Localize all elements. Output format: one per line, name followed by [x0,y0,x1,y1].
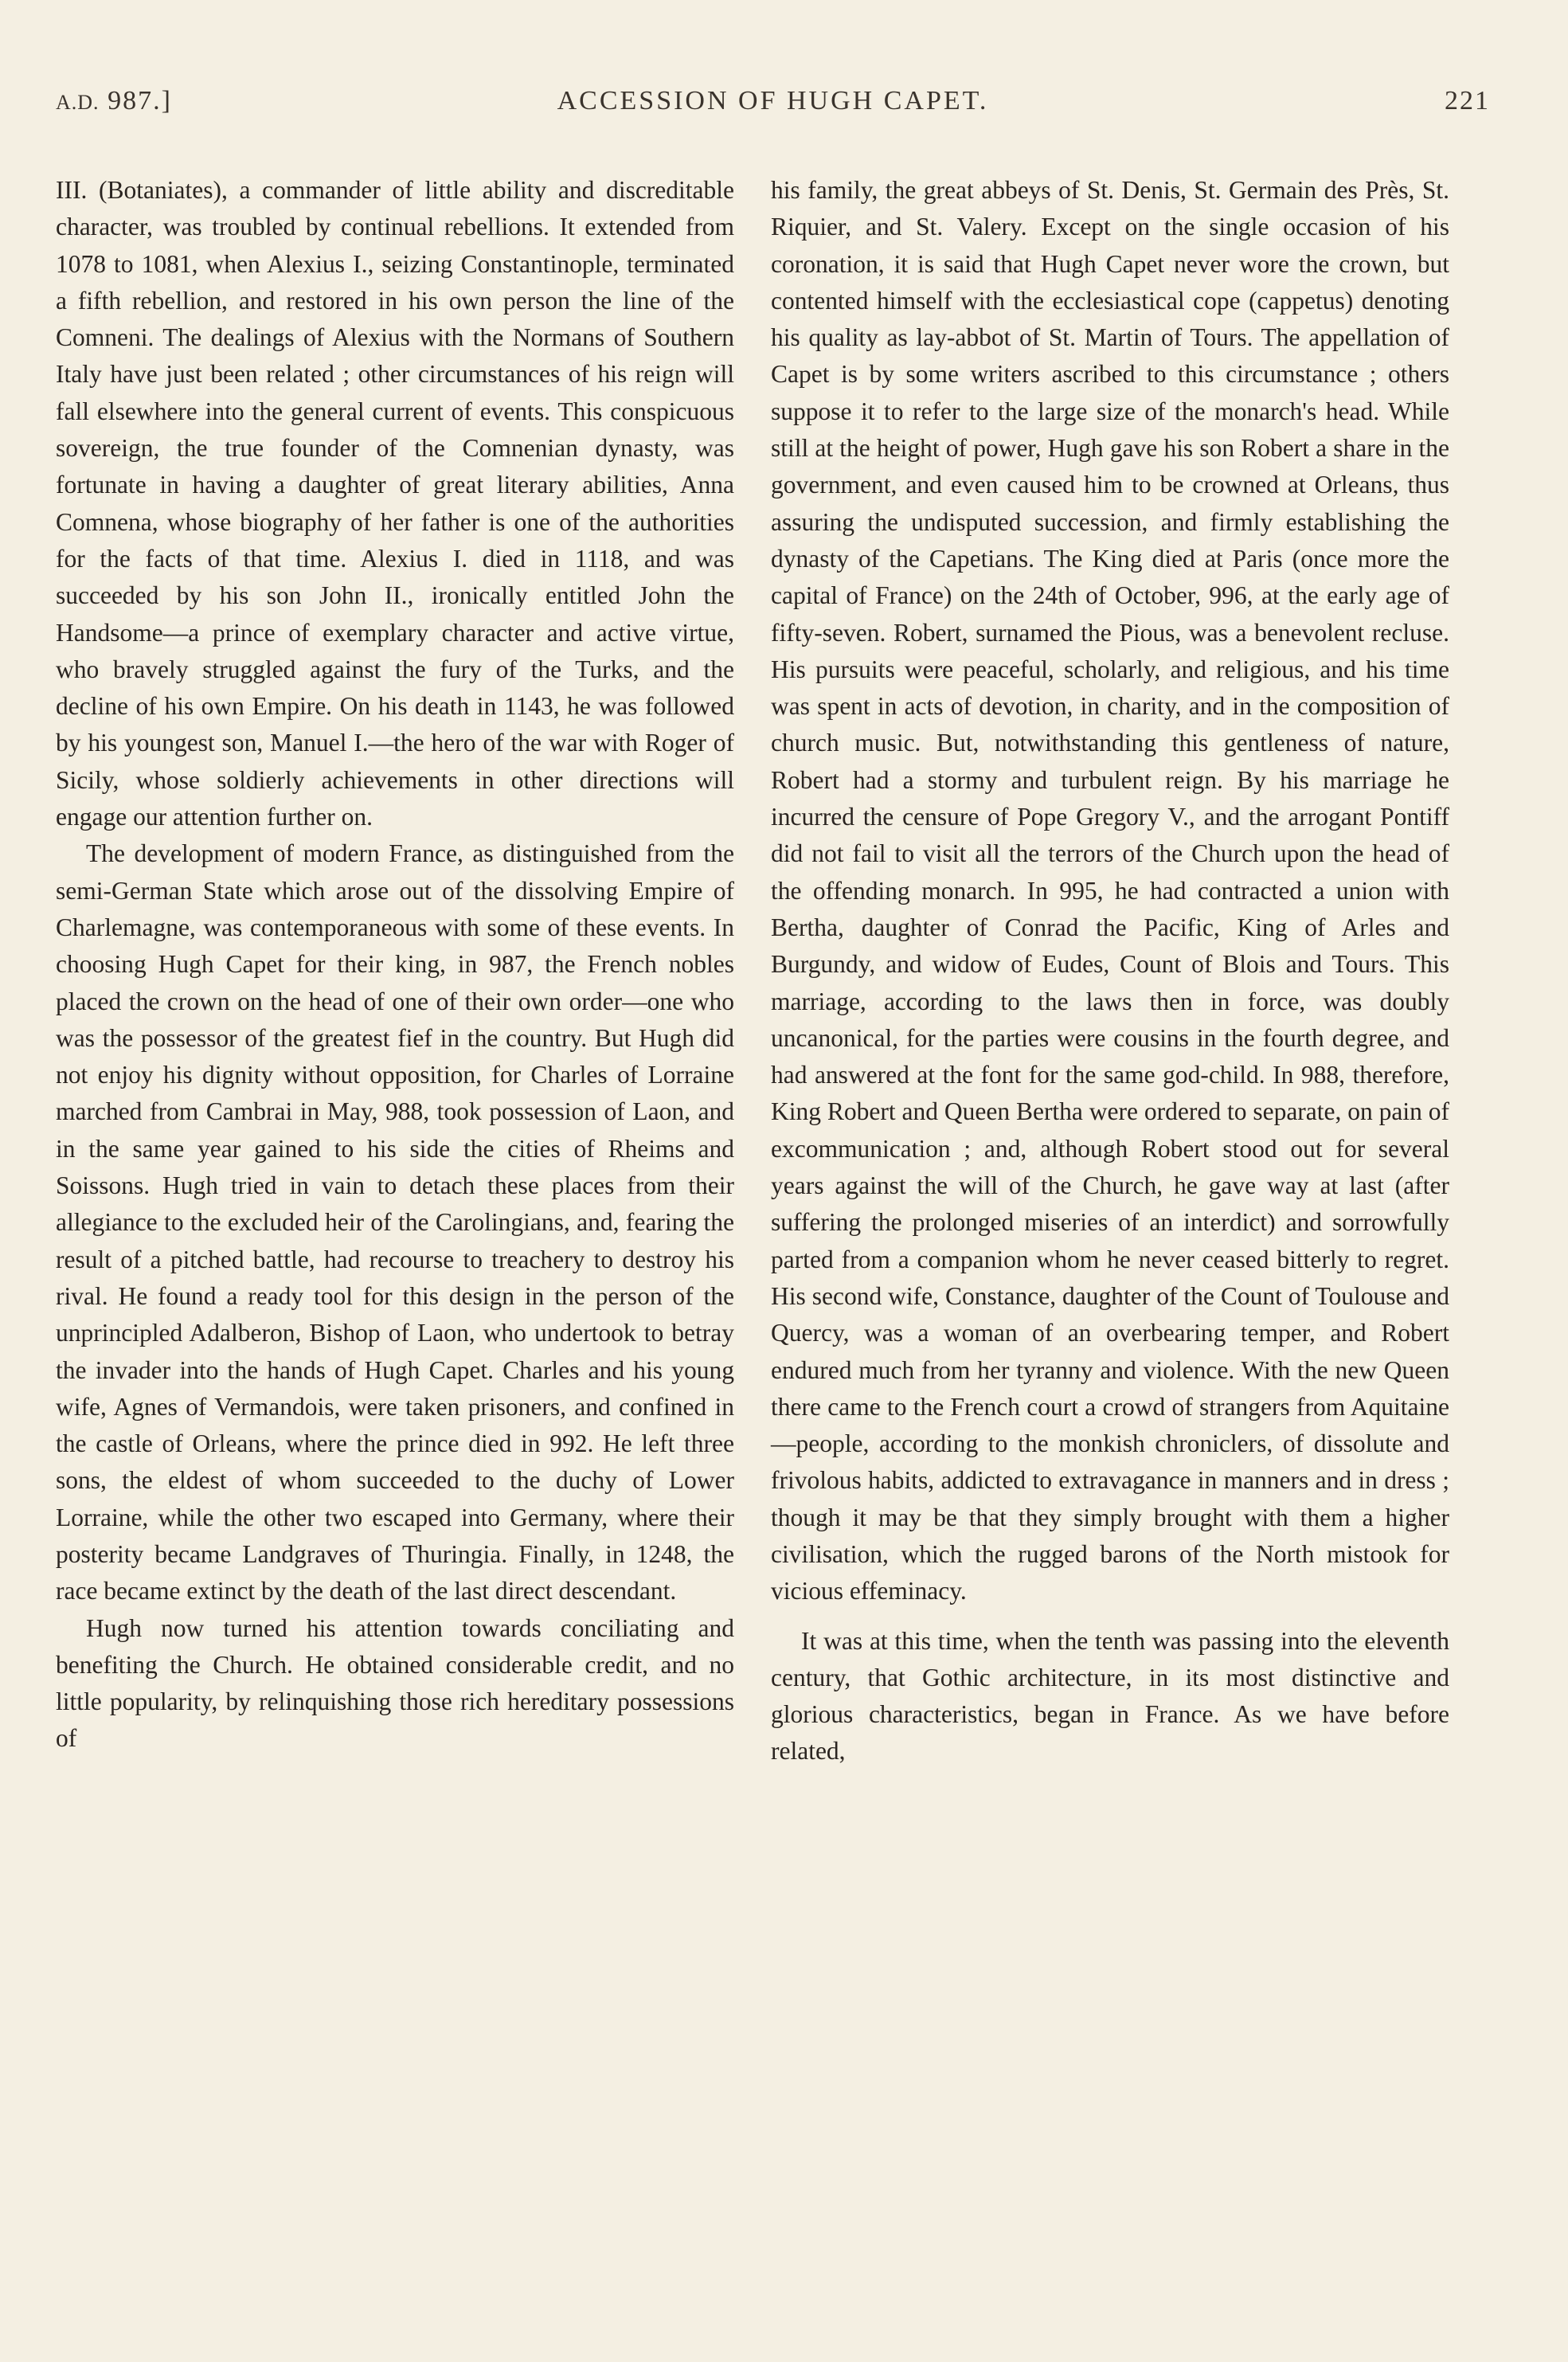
running-head [56,86,1490,126]
header-title: ACCESSION OF HUGH CAPET. [557,86,989,115]
paragraph: his family, the great abbeys of St. Denis, St. Germain des Près, St. Riquier, and St. Valery. Except on the single occasion of his coronation, it is said that Hugh Capet never wore the crown, but contented himself with the ecclesiastical cope (cappetus) denoting his quality as lay-abbot of St. Martin of Tours. The appellation of Capet is by some writers ascribed to this circumstance ; others suppose it to refer to the large size of the monarch's head. While still at the height of power, Hugh gave his son Robert a share in the government, and even caused him to be crowned at Orleans, thus assuring the undisputed succession, and firmly establishing the dynasty of the Capetians. The King died at Paris (once more the capital of France) on the 24th of October, 996, at the early age of fifty-seven. Robert, surnamed the Pious, was a benevolent recluse. His pursuits were peaceful, scholarly, and religious, and his time was spent in acts of devotion, in charity, and in the composition of church music. But, notwithstanding this gentleness of nature, Robert had a stormy and turbulent reign. By his marriage he incurred the censure of Pope Gregory V., and the arrogant Pontiff did not fail to visit all the terrors of the Church upon the head of the offending monarch. In 995, he had contracted a union with Bertha, daughter of Conrad the Pacific, King of Arles and Burgundy, and widow of Eudes, Count of Blois and Tours. This marriage, according to the laws then in force, was doubly uncanonical, for the parties were cousins in the fourth degree, and had answered at the font for the same god-child. In 988, therefore, King Robert and Queen Bertha were ordered to separate, on pain of excommunication ; and, although Robert stood out for several years against the will of the Church, he gave way at last (after suffering the prolonged miseries of an interdict) and sorrowfully parted from a companion whom he never ceased bitterly to regret. His second wife, Constance, daughter of the Count of Toulouse and Quercy, was a woman of an overbearing temper, and Robert endured much from her tyranny and violence. With the new Queen there came to the French court a crowd of strangers from Aquitaine—people, according to the monkish chroniclers, of dissolute and frivolous habits, addicted to extravagance in manners and in dress ; though it may be that they simply brought with them a higher civilisation, which the rugged barons of the North mistook for vicious effeminacy. [771,176,1449,1605]
right-column [771,172,1449,1770]
left-column [56,172,734,1758]
paragraph: III. (Botaniates), a commander of little ability and discreditable character, was troubled by continual rebellions. It extended from 1078 to 1081, when Alexius I., seizing Constantinople, terminated a fifth rebellion, and restored in his own person the line of the Comneni. The dealings of Alexius with the Normans of Southern Italy have just been related ; other circumstances of his reign will fall elsewhere into the general current of events. This conspicuous sovereign, the true founder of the Comnenian dynasty, was fortunate in having a daughter of great literary abilities, Anna Comnena, whose biography of her father is one of the authorities for the facts of that time. Alexius I. died in 1118, and was succeeded by his son John II., ironically entitled John the Handsome—a prince of exemplary character and active virtue, who bravely struggled against the fury of the Turks, and the decline of his own Empire. On his death in 1143, he was followed by his youngest son, Manuel I.—the hero of the war with Roger of Sicily, whose soldierly achievements in other directions will engage our attention further on. [56,176,734,831]
paragraph: The development of modern France, as distinguished from the semi-German State which arose out of the dissolving Empire of Charlemagne, was contemporaneous with some of these events. In choosing Hugh Capet for their king, in 987, the French nobles placed the crown on the head of one of their own order—one who was the possessor of the greatest fief in the country. But Hugh did not enjoy his dignity without opposition, for Charles of Lorraine marched from Cambrai in May, 988, took possession of Laon, and in the same year gained to his side the cities of Rheims and Soissons. Hugh tried in vain to detach these places from their allegiance to the excluded heir of the Carolingians, and, fearing the result of a pitched battle, had recourse to treachery to destroy his rival. He found a ready tool for this design in the person of the unprincipled Adalberon, Bishop of Laon, who undertook to betray the invader into the hands of Hugh Capet. Charles and his young wife, Agnes of Vermandois, were taken prisoners, and confined in the castle of Orleans, where the prince died in 992. He left three sons, the eldest of whom succeeded to the duchy of Lower Lorraine, while the other two escaped into Germany, where their posterity became Landgraves of Thuringia. Finally, in 1248, the race became extinct by the death of the last direct descendant. [56,839,734,1605]
paragraph: Hugh now turned his attention towards conciliating and benefiting the Church. He obtained considerable credit, and no little popularity, by relinquishing those rich hereditary possessions of [56,1613,734,1753]
paragraph: It was at this time, when the tenth was passing into the eleventh century, that Gothic architecture, in its most distinctive and glorious characteristics, began in France. As we have before related, [771,1626,1449,1766]
page-number: 221 [1445,86,1490,115]
header-year-value: 987.] [108,86,172,115]
header-ad-label: A.D. [56,91,100,114]
